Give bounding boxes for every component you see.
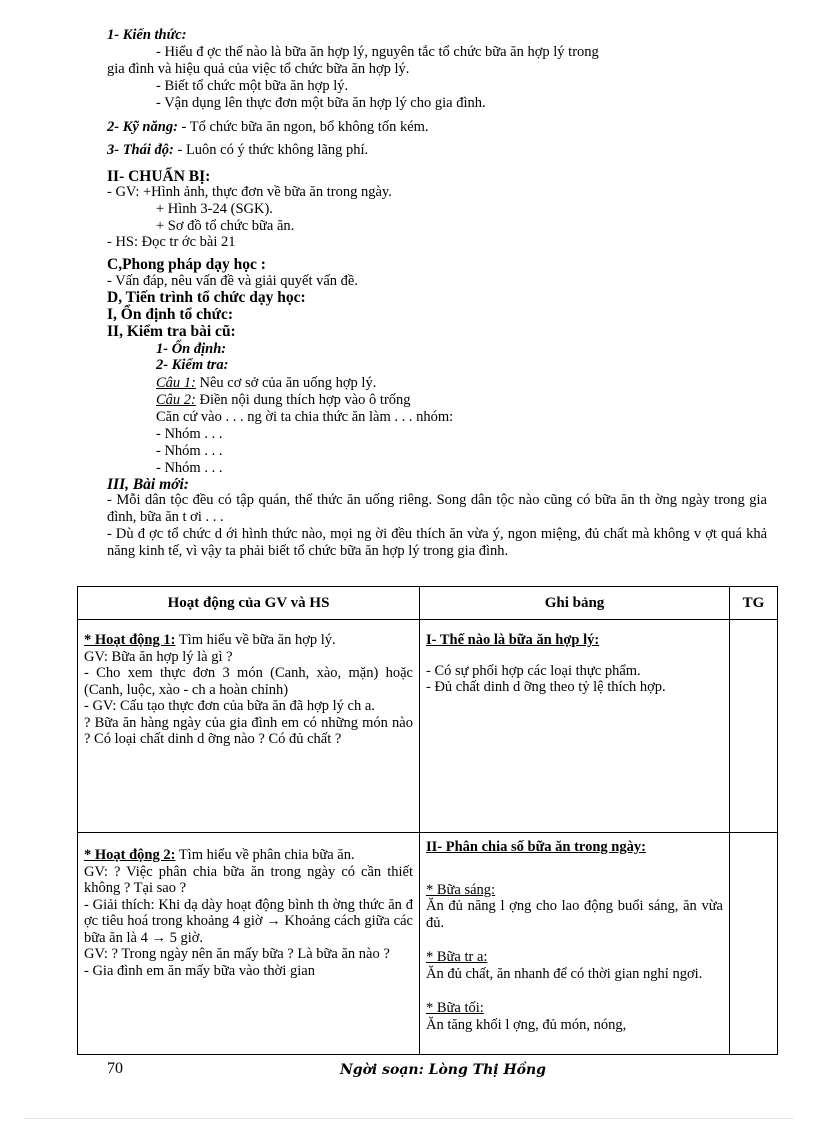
activity-line: - GV: Cấu tạo thực đơn của bữa ăn đã hợp lý ch a. xyxy=(84,698,375,714)
group-item: - Nhóm . . . xyxy=(156,460,223,476)
question-2-text: Điền nội dung thích hợp vào ô trống xyxy=(195,392,411,408)
question-1-label: Câu 1: xyxy=(156,375,196,391)
preparation-line: + Sơ đồ tổ chức bữa ăn. xyxy=(156,218,295,234)
preparation-line: - GV: +Hình ảnh, thực đơn về bữa ăn trong ngày. xyxy=(107,184,392,200)
new-lesson-paragraph: - Dù đ ợc tổ chức d ới hình thức nào, mọi ng ời đều thích ăn vừa ý, ngon miệng, đủ chất mà không v ợt quá khả năng kinh tế, vì vậy ta phải biết tổ chức bữa ăn hợp lý trong gia đình. xyxy=(107,526,767,559)
question-2-label: Câu 2: xyxy=(156,392,196,408)
activity-cell xyxy=(78,833,420,1055)
skill-text: - Tổ chức bữa ăn ngon, bổ không tốn kém. xyxy=(177,119,429,135)
knowledge-line: - Vận dụng lên thực đơn một bữa ăn hợp lý cho gia đình. xyxy=(156,95,486,111)
page-number: 70 xyxy=(107,1060,123,1077)
preparation-heading: II- CHUẨN BỊ: xyxy=(107,168,211,185)
page-bottom-rule xyxy=(24,1118,794,1119)
knowledge-line: gia đình và hiệu quả của việc tổ chức bữa ăn hợp lý. xyxy=(107,61,410,77)
attitude-line xyxy=(107,142,368,159)
stability-heading: I, Ổn định tổ chức: xyxy=(107,306,234,323)
sub-heading-check: 2- Kiểm tra: xyxy=(156,357,229,373)
lesson-plan-table xyxy=(77,586,778,1055)
activity-line: - Gia đình em ăn mấy bữa vào thời gian xyxy=(84,962,315,979)
new-lesson-heading: III, Bài mới: xyxy=(107,476,189,493)
preparation-line: - HS: Đọc tr ớc bài 21 xyxy=(107,234,236,250)
question-2-line: Căn cứ vào . . . ng ời ta chia thức ăn làm . . . nhóm: xyxy=(156,409,454,425)
board-2-title: II- Phân chia số bữa ăn trong ngày: xyxy=(426,839,646,855)
knowledge-heading: 1- Kiến thức: xyxy=(107,27,187,43)
table-row xyxy=(78,620,778,833)
group-item: - Nhóm . . . xyxy=(156,443,223,459)
activity-cell xyxy=(78,620,420,833)
activity-line: - Giải thích: Khi dạ dày hoạt động bình th ờng thức ăn đ ợc tiêu hoá trong khoảng 4 giờ → Khoảng cách giữa các bữa ăn là 4 → 5 giờ. xyxy=(84,896,413,946)
table-header-row xyxy=(78,587,778,620)
breakfast-label: * Bữa sáng: xyxy=(426,881,496,898)
lunch-text: Ăn đủ chất, ăn nhanh để có thời gian nghỉ ngơi. xyxy=(426,965,703,982)
column-header-time: TG xyxy=(730,587,778,620)
arrow-icon: → xyxy=(151,929,166,946)
skill-heading: 2- Kỹ năng: xyxy=(107,119,178,135)
sub-heading-stability: 1- Ổn định: xyxy=(156,341,227,357)
activity-1-title: * Hoạt động 1: xyxy=(84,632,176,648)
process-heading: D, Tiến trình tổ chức dạy học: xyxy=(107,289,306,306)
board-line: - Đủ chất dinh d ỡng theo tỷ lệ thích hợp. xyxy=(426,679,666,695)
breakfast-text: Ăn đủ năng l ợng cho lao động buổi sáng, ăn vừa đủ. xyxy=(426,898,723,931)
methods-heading: C,Phong pháp dạy học : xyxy=(107,256,266,273)
activity-2-title: * Hoạt động 2: xyxy=(84,847,176,863)
question-1 xyxy=(156,375,376,392)
board-cell xyxy=(420,833,730,1055)
activity-line: - Cho xem thực đơn 3 món (Canh, xào, mặn) hoặc (Canh, luộc, xào - ch a hoàn chỉnh) xyxy=(84,665,413,698)
question-2 xyxy=(156,392,411,409)
table-row xyxy=(78,833,778,1055)
board-cell xyxy=(420,620,730,833)
dinner-text: Ăn tăng khối l ợng, đủ món, nóng, xyxy=(426,1016,627,1033)
time-cell xyxy=(730,833,778,1055)
review-heading: II, Kiểm tra bài cũ: xyxy=(107,323,236,340)
activity-line: GV: Bữa ăn hợp lý là gì ? xyxy=(84,648,233,665)
preparation-line: + Hình 3-24 (SGK). xyxy=(156,201,273,217)
arrow-icon: → xyxy=(266,913,281,929)
methods-text: - Vấn đáp, nêu vấn đề và giải quyết vấn đề. xyxy=(107,273,358,289)
question-1-text: Nêu cơ sở của ăn uống hợp lý. xyxy=(195,375,377,391)
column-header-activities: Hoạt động của GV và HS xyxy=(78,587,420,620)
lunch-label: * Bữa tr a: xyxy=(426,949,488,965)
new-lesson-paragraph: - Mỗi dân tộc đều có tập quán, thể thức ăn uống riêng. Song dân tộc nào cũng có bữa ăn th ờng ngày trong gia đình, bữa ăn t ơi . . . xyxy=(107,492,767,525)
knowledge-line: - Biết tổ chức một bữa ăn hợp lý. xyxy=(156,78,349,94)
knowledge-line: - Hiểu đ ợc thế nào là bữa ăn hợp lý, nguyên tắc tổ chức bữa ăn hợp lý trong xyxy=(156,44,599,60)
activity-2-title-rest: Tìm hiểu về phân chia bữa ăn. xyxy=(175,847,355,863)
group-item: - Nhóm . . . xyxy=(156,426,223,442)
attitude-text: - Luôn có ý thức không lãng phí. xyxy=(173,142,369,158)
activity-line: ? Bữa ăn hàng ngày của gia đình em có những món nào ? Có loại chất dinh d ỡng nào ? Có đủ chất ? xyxy=(84,714,413,747)
activity-line: GV: ? Trong ngày nên ăn mấy bữa ? Là bữa ăn nào ? xyxy=(84,946,390,962)
activity-1-title-rest: Tìm hiểu về bữa ăn hợp lý. xyxy=(175,632,336,648)
time-cell xyxy=(730,620,778,833)
board-line: - Có sự phối hợp các loại thực phẩm. xyxy=(426,662,641,679)
dinner-label: * Bữa tối: xyxy=(426,1000,484,1016)
author-credit: Ngời soạn: Lòng Thị Hồng xyxy=(340,1062,546,1078)
board-1-title: I- Thế nào là bữa ăn hợp lý: xyxy=(426,632,600,648)
column-header-board: Ghi bảng xyxy=(420,587,730,620)
skill-line xyxy=(107,119,429,136)
attitude-heading: 3- Thái độ: xyxy=(107,142,174,158)
activity-line: GV: ? Việc phân chia bữa ăn trong ngày có cần thiết không ? Tại sao ? xyxy=(84,863,413,896)
